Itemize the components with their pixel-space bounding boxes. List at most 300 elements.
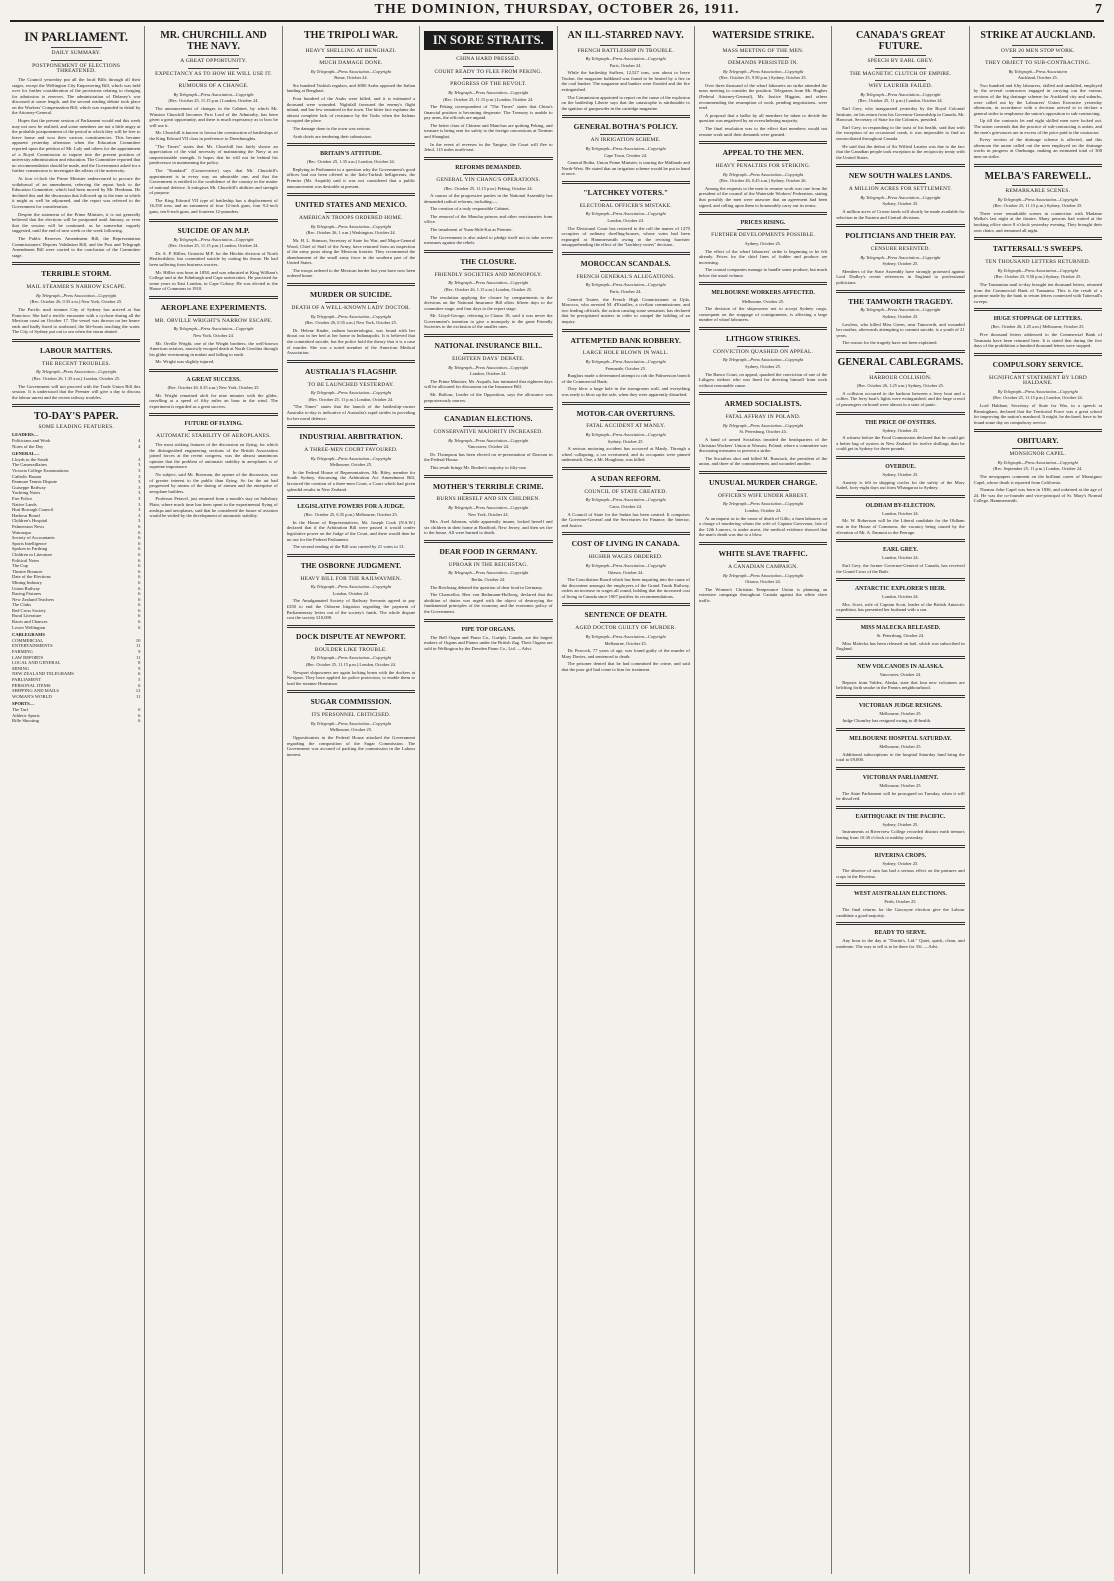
- article-byline: By Telegraph—Press Association—Copyright: [310, 313, 391, 319]
- article: [974, 353, 1102, 426]
- deck-rule: [737, 160, 788, 161]
- article-headline: LITHGOW STRIKES.: [726, 333, 801, 343]
- article-byline: By Telegraph—Press Association—Copyright: [723, 357, 804, 363]
- section-divider: [424, 334, 552, 337]
- article-paragraph: Earl Grey, who inaugurated yesterday by the Royal Colonial Institute, on his return from his Governor-Generalship in Canada, Mr. Harcourt, Secretary of State for the Colonies, presided.: [836, 105, 965, 123]
- article-headline: ATTEMPTED BANK ROBBERY.: [570, 335, 681, 345]
- article-paragraph: A band of armed Socialists invaded the headquarters of the Christian Workers' Union at Warsaw, Poland, where a committee was discussing measures to prevent a strike.: [698, 437, 828, 454]
- article-dateline: Sydney, October 25.: [745, 240, 781, 246]
- section-divider: [974, 429, 1102, 432]
- deck-rule: [463, 53, 514, 54]
- article: [974, 429, 1102, 504]
- article-dateline: London, October 24.: [607, 217, 644, 223]
- toc-entry-label: The Clubs: [12, 602, 32, 608]
- article-paragraph: Reports from Valdez, Alaska, state that four new volcanoes are belching forth smoke in the Pamirs neighbourhood.: [836, 679, 965, 691]
- article-dateline: Melbourne, October 25.: [604, 640, 647, 646]
- article-deck: MR. ORVILLE WRIGHT'S NARROW ESCAPE.: [154, 317, 273, 324]
- article-paragraph: The Government will not proceed with the Trade Union Bill this session. It is understood that the Premier will give a day to discuss the labour unrest and the recent railway troubles.: [12, 383, 141, 400]
- article-deck: PROGRESS OF THE REVOLT.: [450, 81, 527, 88]
- article: [12, 262, 140, 335]
- toc-entry-page: 11: [135, 643, 141, 649]
- article-deck: SPEECH BY EARL GREY.: [867, 58, 934, 64]
- article-paragraph: The Peking correspondent of "The Times" states that China's financial position is becoming desperate. The Treasury is unable to pay arms, the officials are unpaid.: [424, 104, 553, 121]
- article: [149, 296, 277, 365]
- section-divider: [974, 308, 1102, 311]
- article-paragraph: Earl Grey, the former Governor-General of Canada, has received the Grand Cross of the Bath.: [836, 562, 965, 574]
- toc-entry-label: FARMING: [12, 649, 33, 655]
- toc-entry-label: Lower Wellington: [12, 624, 46, 630]
- section-divider: [974, 353, 1102, 356]
- toc-entry-page: 6: [138, 563, 141, 569]
- toc-entry-page: 3: [138, 468, 141, 474]
- article-paragraph: The final returns for the Gascoyne election give the Labour candidate a good majority.: [836, 907, 965, 918]
- deck-rule: [1012, 57, 1063, 58]
- article-headline: MELBOURNE HOSPITAL SATURDAY.: [849, 735, 952, 742]
- article-paragraph: The "Standard" (Conservative) says that Mr. Churchill's appointment is in every way an admirable one, and that the Government is entitled to the confidence of the country in the matter of national defence. It eulogises Mr. Churchill's abilities and strength of purpose.: [149, 167, 278, 196]
- article-byline: By Telegraph—Press Association—Copyright: [310, 584, 391, 590]
- toc-entry-page: 6: [138, 568, 141, 574]
- article-dateline: Fremantle, October 25.: [605, 365, 647, 371]
- article-headline: EARTHQUAKE IN THE PACIFIC.: [855, 813, 946, 820]
- article-dateline: New York, October 24.: [467, 511, 509, 517]
- article-dateline: Melbourne, October 25.: [879, 744, 922, 750]
- article-deck: AGED DOCTOR GUILTY OF MURDER.: [575, 625, 677, 632]
- article-deck: AN IRRIGATION SCHEME.: [590, 137, 661, 144]
- article-deck: A GREAT OPPORTUNITY.: [180, 58, 247, 64]
- article-byline: By Telegraph—Press Association—Copyright: [723, 68, 804, 74]
- article-paragraph: Among the requests to the men to resume work was one from the president of the council of the Waterside Workers' Federation, stating that possibly the men were unaware that an agreement had been signed, and calling upon them to honourably carry out its terms.: [698, 185, 828, 208]
- article: [836, 845, 964, 880]
- article: [974, 237, 1102, 304]
- toc-entry-page: 6: [138, 596, 141, 602]
- article: [699, 31, 827, 137]
- article-paragraph: Despite the statement of the Prime Minister, it is not generally believed that the elections will be postponed until January, or even that the session will be continued, as he somewhat vaguely suggested, until the end of next week or the week following.: [12, 211, 141, 234]
- article-paragraph: The absence of rain has had a serious effect on the pastures and crops in the Riverina.: [836, 868, 965, 879]
- toc-entry-label: Hutt Borough Council: [12, 507, 54, 513]
- article: [699, 282, 827, 322]
- article-headline: MELBA'S FAREWELL.: [984, 170, 1092, 182]
- article-headline: APPEAL TO THE MEN.: [722, 148, 804, 158]
- deck-rule: [463, 493, 514, 494]
- article-paragraph: The Council yesterday put all the local Bills through all their stages, except the Wellington City Empowering Bill, which was held over for further consideration of the provisions relating to charging for admission to reserves. The administration of Delaney's war discussed at some length, and the second reading debate took place on the Workers' Compensation Bill, which was expanded in detail by the Attorney-General.: [12, 76, 141, 116]
- section-divider: [424, 475, 552, 478]
- article-paragraph: The second reading of the Bill was carried by 21 votes to 13.: [292, 544, 405, 550]
- toc-entry-page: 6: [138, 540, 141, 546]
- article-paragraph: Anxiety is felt in shipping circles for the safety of the Mary Isabel, forty-eight days out from Whangaroa to Sydney.: [836, 479, 965, 491]
- toc-entry-label: PARLIAMENT: [12, 677, 42, 682]
- article-byline: By Telegraph—Press Association—Copyright: [310, 655, 391, 661]
- toc-entry-page: 3: [138, 479, 141, 485]
- article-headline: READY TO SERVE.: [874, 930, 927, 937]
- article-dateline: (Rec. October 26, 0.35 a.m.) New York, October 25.: [304, 320, 397, 326]
- toc-entry-label: Native Lands: [12, 501, 37, 507]
- article-headline: AN ILL-STARRED NAVY.: [567, 30, 684, 41]
- toc-entry-label: Children in Literature: [12, 551, 53, 557]
- article-deck: A CANADIAN CAMPAIGN.: [728, 563, 799, 570]
- article-byline: By Telegraph—Press Association—Copyright: [585, 359, 666, 364]
- toc-entry-label: Guiseppe Railway: [12, 484, 46, 490]
- toc-entry-page: 3: [138, 507, 141, 513]
- article: [562, 252, 690, 325]
- article-deck: FURTHER DEVELOPMENTS POSSIBLE.: [711, 232, 816, 239]
- toc-entry-page: 6: [138, 585, 141, 591]
- article-dateline: (Rec. October 25, 9.50 p.m.) Sydney, October 25.: [719, 75, 807, 81]
- article-deck: DEATH OF A WELL-KNOWN LADY DOCTOR.: [291, 304, 411, 311]
- deck-rule: [325, 379, 376, 380]
- article-byline: By Telegraph—Press Association—Copyright: [310, 68, 391, 74]
- article: [836, 767, 964, 802]
- article-deck: THE MAGNETIC CLUTCH OF EMPIRE.: [849, 70, 952, 77]
- article-dateline: Cairo, October 24.: [609, 504, 643, 510]
- article-byline: By Telegraph—Press Association—Copyright: [310, 720, 391, 726]
- article-byline: By Telegraph—Press Association—Copyright: [860, 254, 941, 260]
- section-divider: [562, 603, 690, 606]
- article-paragraph: The damage done to the town was serious.: [292, 126, 371, 132]
- article: [562, 181, 690, 248]
- toc-entry-page: 8: [138, 660, 141, 666]
- article-paragraph: A million acres of Crown lands will shortly be made available for selection in the Eastern and Central divisions.: [836, 208, 965, 220]
- article-paragraph: General Toutee, the French High Commissioner at Ujda, Morocco, who arrested M. d'Estailles, a civilian commissioner, and two leading officials, the action causing some sensation, has declared that he precipitated matters in order to compel the holding of an inquiry.: [561, 296, 690, 324]
- article-headline: VICTORIAN JUDGE RESIGNS.: [858, 702, 943, 709]
- article-dateline: London, October 24.: [882, 594, 919, 600]
- article: [836, 224, 964, 285]
- article: [562, 402, 690, 463]
- article-deck: A THREE-MEN COURT FAVOURED.: [304, 447, 398, 454]
- article: [836, 539, 964, 574]
- deck-rule: [463, 174, 514, 175]
- article: [562, 467, 690, 528]
- toc-entry: [12, 694, 140, 700]
- section-divider: [836, 412, 964, 415]
- article-deck: EXPECTANCY AS TO HOW HE WILL USE IT.: [155, 70, 272, 77]
- article-dateline: Sydney, October 25.: [882, 314, 919, 320]
- toc-entry-page: 6: [138, 624, 141, 630]
- article: [699, 542, 827, 603]
- section-divider: [12, 262, 140, 265]
- section-divider: [287, 554, 415, 557]
- article-headline: VICTORIAN PARLIAMENT.: [862, 774, 939, 781]
- section-divider: [836, 767, 964, 770]
- toc-entry-page: 6: [138, 706, 141, 712]
- article: [424, 250, 552, 330]
- article: [287, 425, 415, 492]
- article: [149, 31, 277, 215]
- deck-rule: [737, 346, 788, 347]
- article-dateline: (Rec. October 25, 11.15 p.m.) London, October 24.: [992, 395, 1083, 401]
- article-paragraph: Mrs. Scott, wife of Captain Scott, leader of the British Antarctic expedition, has presented her husband with a son.: [836, 601, 965, 613]
- article-headline: COMPULSORY SERVICE.: [992, 359, 1084, 369]
- article-deck: UPROAR IN THE REICHSTAG.: [448, 561, 529, 568]
- article-dateline: Perth, October 25.: [884, 899, 917, 905]
- deck-rule: [737, 490, 788, 491]
- article-dateline: Sydney, October 25.: [882, 472, 919, 478]
- toc-entry-label: Rural Literature: [12, 613, 42, 619]
- article-dateline: (Rec. October 26, 1.35 a.m.) London, October 25.: [32, 376, 121, 381]
- article-byline: By Telegraph—Press Association—Copyright: [448, 89, 529, 95]
- toc-entry-page: 11: [135, 654, 141, 660]
- article-dateline: Sydney, October 25.: [882, 201, 919, 207]
- article-headline: LEGISLATIVE POWERS FOR A JUDGE.: [297, 504, 405, 511]
- article-byline: By Telegraph—Press Association—Copyright: [723, 171, 804, 177]
- article-deck: DAILY SUMMARY.: [51, 50, 101, 57]
- article-headline: "LATCHKEY VOTERS.": [583, 187, 669, 197]
- section-divider: [287, 360, 415, 363]
- article-paragraph: The reason for the tragedy have not been explained.: [842, 340, 938, 346]
- article-paragraph: Dr. A. P. Hillier, Unionist M.P. for the Hitchin division of North Hertfordshire, has committed suicide by cutting his throat. He had been suffering from business worries.: [149, 250, 278, 267]
- section-divider: [836, 806, 964, 809]
- article-paragraph: Dr. Thompson has been elected on re-presentation of Dawson in the Federal House.: [424, 451, 553, 463]
- article: [424, 31, 552, 153]
- article-dateline: Sydney, October 25.: [882, 427, 919, 433]
- article-headline: STRIKE AT AUCKLAND.: [980, 30, 1096, 41]
- article-headline: GENERAL BOTHA'S POLICY.: [573, 122, 678, 132]
- article-byline: By Telegraph—Press Association—Copyright: [585, 211, 666, 217]
- article-dateline: (Rec. October 25, 11.15 p.m.) London, October 24.: [443, 96, 534, 102]
- article-paragraph: The Banco Court, on appeal, quashed the conviction of one of the Lithgow strikers who was fined for directing himself from work without reasonable cause.: [698, 371, 828, 388]
- article-deck: SIGNIFICANT STATEMENT BY LORD HALDANE.: [988, 374, 1087, 387]
- toc-entry-page: 9: [138, 665, 141, 671]
- column-8: [970, 26, 1106, 1574]
- article-dateline: Ottawa, October 24.: [607, 569, 644, 575]
- deck-rule: [463, 353, 514, 354]
- article-paragraph: At four o'clock the Prime Minister endeavoured to procure the withdrawal of an amendment, referring the report back to the Education Committee, which had been moved by Mr. Herdman. He declined this and the discussion that followed up to the time at which it might as well be adjourned, and the report was referred to the Government for consideration.: [12, 176, 141, 209]
- toc-entry-page: 6: [138, 529, 141, 535]
- column-6: [695, 26, 832, 1574]
- article-paragraph: There were remarkable scenes in connection with Madame Melba's last night at the theatre. Many persons had waited at the booking office since 8 o'clock yesterday evening. They brought their own chairs, and remained all night.: [973, 210, 1102, 233]
- article-paragraph: Mr. H. L. Stimson, Secretary of State for War, and Major-General Wood, Chief of Staff of the Army, have returned from an inspection of the army posts along the Mexican frontier. They recommend the abandonment of the small army force in the southern part of the United States.: [286, 237, 416, 266]
- article-headline: THE CLOSURE.: [460, 256, 517, 266]
- article-headline: SUICIDE OF AN M.P.: [177, 225, 250, 235]
- article: [287, 193, 415, 279]
- article-dateline: London, October 24.: [332, 590, 370, 596]
- article: [12, 31, 140, 258]
- article: [699, 392, 827, 467]
- toc-entry-label: Children's Hospital: [12, 518, 48, 524]
- article-headline: MURDER OR SUICIDE.: [309, 290, 392, 300]
- article: [287, 143, 415, 189]
- toc-entry-label: SHIPPING AND MAILS: [12, 688, 59, 694]
- toc-entry-label: Theatre Bouncer: [12, 568, 43, 574]
- page-number: 7: [1095, 2, 1102, 17]
- article-paragraph: Lord Haldane, Secretary of State for War, in a speech at Birmingham, declared that the Territorial Force was a great school for improving the nation's manhood. It might, he declared, have to be found some day on compulsory service.: [973, 402, 1102, 425]
- article-headline: UNUSUAL MURDER CHARGE.: [708, 478, 818, 487]
- section-divider: [699, 141, 827, 144]
- deck-rule: [463, 66, 514, 67]
- article: [836, 495, 964, 535]
- article-paragraph: They blew a large hole in the strongroom wall, and everything was ready to blow up the safe, when they were apparently disturbed.: [561, 386, 690, 397]
- article-headline: A SUDAN REFORM.: [590, 474, 661, 483]
- article-paragraph: Arab chiefs are tendering their submission.: [292, 133, 372, 139]
- toc-entry-label: Lloyds to the South: [12, 456, 49, 462]
- article-paragraph: Four hundred of the Arabs were killed, and it is estimated a thousand were wounded. Nightfall favoured the enemy's flight inland, and but few remained in the town. The bitter fact explains the almost complete lack of resistance by the Turks when the Italians occupied the place.: [286, 96, 416, 124]
- section-divider: [287, 496, 415, 499]
- toc-entry-label: The Cameraillaires: [12, 462, 48, 468]
- section-divider: [287, 625, 415, 628]
- section-divider: [562, 252, 690, 255]
- toc-entry-page: 11: [135, 693, 141, 699]
- article: [836, 412, 964, 452]
- toc-entry-label: The Turf: [12, 706, 29, 712]
- article-paragraph: The most striking features of the discussion on flying, for which the distinguished engineering sections of the British Association joined forces at the recent congress, was the almost unanimous opinion that the problem of automatic stability in aeroplanes is of supreme importance.: [149, 442, 278, 470]
- article-dateline: Cape Town, October 24.: [604, 152, 648, 158]
- toc-entry-page: 6: [138, 682, 141, 688]
- toc-entry-page: 6: [138, 671, 141, 677]
- article-headline: GENERAL CABLEGRAMS.: [837, 357, 964, 369]
- article-headline: MR. CHURCHILL AND THE NAVY.: [160, 30, 267, 52]
- article-headline: DEAR FOOD IN GERMANY.: [439, 546, 538, 556]
- toc-entry-page: 3: [138, 473, 141, 479]
- deck-rule: [325, 709, 376, 710]
- article-paragraph: In the Federal House of Representatives, Mr. Riley, member for South Sydney, discussing the Arbitration Act Amendment Bill, favoured the creation of a three-men Court, a Court which had given splendid results in New Zealand.: [286, 469, 416, 492]
- article-deck: CENSURE RESENTED.: [870, 246, 931, 253]
- article: [287, 625, 415, 686]
- article: [974, 31, 1102, 160]
- article-paragraph: A Council of State for the Sudan has been created. It comprises the Governor-General and the Secretaries for Finance, the Interior, and Justice.: [561, 511, 690, 528]
- article: [149, 219, 277, 292]
- article-dateline: (Rec. October 26, 1.15 a.m.) London, October 25.: [444, 286, 533, 292]
- article-headline: PRICES RISING.: [740, 220, 786, 227]
- toc-entry-page: 6: [138, 591, 141, 597]
- article: [424, 475, 552, 536]
- article-headline: ANTARCTIC EXPLORER'S HEIR.: [854, 586, 946, 593]
- toc-entry-page: 6: [138, 619, 141, 625]
- section-divider: [149, 219, 277, 222]
- section-divider: [562, 467, 690, 470]
- article-deck: OFFICER'S WIFE UNDER ARREST.: [717, 492, 809, 499]
- article-headline: EARL GREY.: [882, 547, 918, 554]
- article-headline: LABOUR MATTERS.: [40, 345, 113, 355]
- article-deck: POSTPONEMENT OF ELECTIONS THREATENED.: [32, 62, 121, 75]
- article-paragraph: The final resolution was to the effect that members would not resume work until their demands were granted.: [698, 126, 828, 137]
- article-byline: By Telegraph—Press Association—Copyright: [585, 56, 666, 62]
- article-paragraph: The Conciliation Board which has been inquiring into the cause of the discontent amongst the employees of the Grand Trunk Railway, orders an increase in wages all round, holding that the increased cost of living in Canada since 1907 justifies its recommendations.: [561, 577, 690, 599]
- section-divider: [12, 339, 140, 342]
- toc-entry-label: Rifle Shooting: [12, 718, 39, 724]
- article-paragraph: The Women's Christian Temperance Union is planning an extensive campaign throughout Canada against the white slave traffic.: [698, 586, 828, 603]
- section-divider: [424, 250, 552, 253]
- article: [974, 164, 1102, 234]
- article-headline: MISS MALECKA RELEASED.: [860, 624, 941, 631]
- article: [562, 603, 690, 672]
- article: [836, 290, 964, 346]
- article-deck: FRENCH GENERAL'S ALLEGATIONS.: [576, 273, 675, 280]
- article-paragraph: The troops ordered to the Mexican border last year have now been ordered home.: [286, 267, 416, 279]
- article-paragraph: The Public Reserves Amendment Bill, the Representation Commissioners' Reports Validation Bill, and the Post and Telegraph Amendment Bill were carried to the conclusion of the Committee stage.: [12, 235, 141, 258]
- toc-entry-label: Victoria College Examinations: [12, 468, 69, 474]
- article-paragraph: The better class of Chinese and Manchus are quitting Peking, and treasure is being sent for safety to the foreign concessions at Tientsin and Shanghai.: [424, 122, 553, 140]
- article-paragraph: Mr. Wright remained aloft for nine minutes with the glider, travelling at a speed of fifty miles an hour in the wind. The experiment is regarded as a great success.: [149, 392, 278, 409]
- toc-entry-page: 6: [138, 602, 141, 608]
- toc-subtitle: SOME LEADING FEATURES.: [38, 423, 114, 430]
- article: [836, 350, 964, 407]
- article-byline: By Telegraph—Press Association—Copyright: [860, 307, 941, 313]
- section-divider: [836, 578, 964, 581]
- article-byline: By Telegraph—Press Association: [1008, 68, 1067, 74]
- deck-rule: [875, 243, 926, 244]
- toc-entry-page: 6: [138, 546, 141, 552]
- article-dateline: (Rec. October 25, 11.15 p.m.) Sydney, October 25.: [993, 203, 1083, 209]
- article-paragraph: The instalment of Yuan-Shih-Kai as Premier.: [430, 227, 513, 233]
- article-deck: EIGHTEEN DAYS' DEBATE.: [452, 355, 525, 362]
- article-dateline: (Rec. October 25, 9.50 p.m.) Sydney, October 25.: [994, 274, 1082, 280]
- toc-entry-label: Spoken in Farthing: [12, 546, 48, 552]
- article-paragraph: Mr. Orville Wright, one of the Wright brothers, the well-known American aviators, narrowly escaped death at North Carolina through his glider overturning in midair and falling to earth.: [149, 340, 278, 357]
- article: [699, 327, 827, 388]
- article-deck: COURT READY TO FLEE FROM PEKING.: [434, 68, 543, 75]
- article: [424, 334, 552, 403]
- article-headline: TATTERSALL'S SWEEPS.: [992, 244, 1083, 254]
- article-paragraph: At an inquest as to the cause of death of Gillo, a farm labourer, on a charge of murdering whom the wife of Captain Grosvenor, late of the 12th Lancers, is under arrest, the medical evidence showed that the man's death was due to a blow.: [698, 515, 828, 538]
- article-byline: By Telegraph—Press Association—Copyright: [585, 562, 666, 568]
- toc-section-name: CABLEGRAMS: [12, 632, 45, 638]
- section-divider: [836, 617, 964, 620]
- article-paragraph: Burglars made a determined attempt to rob the Palmerston branch of the Commercial Bank.: [561, 373, 690, 384]
- article-paragraph: While the battleship Suffren, 12,527 tons, was about to leave Toulon, the magazine bulkhead was found to be heated by a fire in the coal bunker. The magazine and bunker were flooded and the fire extinguished.: [561, 70, 690, 93]
- article-dateline: (Rec. October 26, 0.35 a.m.) New York, October 25.: [30, 299, 123, 305]
- article-headline: WATERSIDE STRIKE.: [712, 30, 815, 41]
- article-paragraph: Thomas John Capel was born in 1836, and ordained at the age of 24. He was the co-founder and vice-principal of St. Mary's Normal College, Hammersmith.: [973, 487, 1102, 504]
- article-byline: By Telegraph—Press Association—Copyright: [860, 91, 941, 97]
- toc-entry-page: 5: [138, 677, 141, 682]
- article-dateline: London, October 24.: [882, 555, 919, 561]
- article-headline: HUGE STOPPAGE OF LETTERS.: [993, 316, 1082, 323]
- article-byline: By Telegraph—Press Association—Copyright: [310, 223, 391, 229]
- article: [12, 339, 140, 400]
- article-paragraph: A witness before the Food Commission declared that he could get a better bag of oysters in New Zealand for twelve shillings than he could get in Sydney for three pounds.: [836, 435, 965, 452]
- deck-rule: [1012, 45, 1063, 46]
- article-byline: By Telegraph—Press Association—Copyright: [585, 633, 666, 639]
- section-divider: [836, 922, 964, 925]
- toc-entry-page: 4: [138, 438, 141, 444]
- article-headline: NEW SOUTH WALES LANDS.: [848, 171, 952, 181]
- deck-rule: [325, 302, 376, 303]
- article-paragraph: He said that the defeat of Sir Wilfrid Laurier was due to the fact that the Canadian people took exception to the reciprocity treaty with the United States.: [836, 143, 965, 160]
- article: [836, 164, 964, 220]
- article-paragraph: Six hundred Turkish regulars, and 4000 Arabs opposed the Italian landing at Benghazi.: [286, 82, 416, 94]
- deck-rule: [463, 269, 514, 270]
- toc-entry-label: Union Railway: [12, 585, 40, 591]
- article-headline: THE PRICE OF OYSTERS.: [864, 419, 936, 426]
- article-headline: MELBOURNE WORKERS AFFECTED.: [711, 290, 815, 297]
- article: [836, 922, 964, 949]
- section-divider: [12, 404, 140, 407]
- toc-entry-label: Wairarapa: [12, 529, 31, 535]
- article-dateline: (Rec. October 25, 11.15 p.m.) London, October 24.: [168, 98, 259, 104]
- article-paragraph: The Pacific mail steamer City of Sydney has arrived at San Francisco. She had a terrific encounter with a cyclone during all the Mexican coast on October 17. The vessel was thrown on her beam-ends and badly listed to starboard, the life-boats touching the water. The City of Sydney put out to sea when the storm abated.: [12, 306, 141, 335]
- article-byline: By Telegraph—Press Association—Copyright: [36, 369, 117, 375]
- article-dateline: Ottawa, October 24.: [745, 579, 781, 585]
- toc-entry-label: Athletic Sports: [12, 712, 40, 718]
- article: [287, 283, 415, 356]
- article-dateline: (Rec. October 25, 11 p.m.) London, October 24.: [308, 396, 394, 402]
- article-headline: MOROCCAN SCANDALS.: [580, 258, 671, 268]
- article-deck: HEAVY SHELLING AT BENGHAZI.: [305, 47, 397, 54]
- article-byline: By Telegraph—Press Association—Copyright: [448, 280, 529, 286]
- toc-entry-page: 6: [138, 551, 141, 557]
- article-deck: FATAL ACCIDENT AT MANLY.: [586, 423, 666, 430]
- article-deck: ITS PERSONNEL CRITICISED.: [311, 712, 391, 719]
- deck-rule: [600, 551, 651, 552]
- article-deck: DEMANDS PERSISTED IN.: [728, 60, 799, 67]
- deck-rule: [737, 561, 788, 562]
- article-deck: HEAVY PENALTIES FOR STRIKING.: [715, 163, 811, 170]
- deck-rule: [737, 411, 788, 412]
- deck-rule: [737, 229, 788, 230]
- toc-entry: [12, 444, 140, 450]
- toc-entry-page: 3: [138, 490, 141, 496]
- deck-rule: [600, 420, 651, 421]
- deck-rule: [600, 622, 651, 623]
